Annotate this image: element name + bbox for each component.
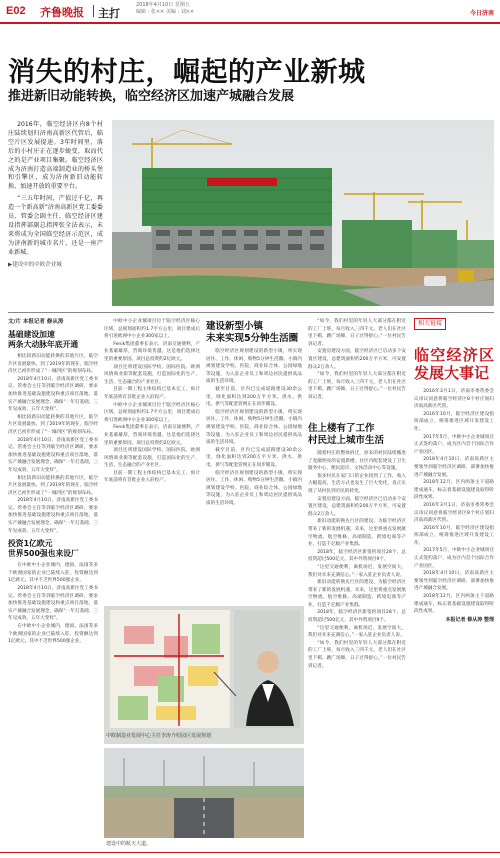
map-figure (104, 606, 304, 744)
paragraph: 2018年4月10日，济南高新区党工委书记、管委会主任等到临空经济区调研，要求加快推进基础设施建设和重点项目落地，落实产城融合发展理念，确保“一年打基础、三年见成效、五年大变样”。 (8, 586, 98, 622)
paragraph: 项目还将建设国际学校、国际医院、欧洲风情商业街等配套设施，打造国际化的生产、生活、生态融合的产业社区。 (104, 448, 200, 469)
road-figure (104, 748, 304, 852)
section-heading: 建设新型小镇 未来实现5分钟生活圈 (206, 321, 299, 344)
related-link-label: 相关链接 (414, 318, 446, 330)
paragraph: 2018年，临空经济区新签约项目28个，总投资超过500亿元，其中外资项目9个。 (308, 610, 406, 624)
footer-rule (0, 852, 500, 853)
paragraph: 临空经济区规划建设的新型小镇，将实现居住、工作、休闲、购物5分钟生活圈。小镇内规划建设学校、医院、商业综合体、公园绿地等设施，为入驻企业员工和周边居民提供高品质的生活环境。 (206, 470, 302, 506)
paragraph: 临空经济区规划建设的新型小镇，将实现居住、工作、休闲、购物5分钟生活圈。小镇内规划建设学校、医院、商业综合体、公园绿地等设施，为入驻企业员工和周边居民提供高品质的生活环境。 (206, 409, 302, 446)
byline: 本报记者 修从涛 整理 (445, 616, 494, 623)
article-column-4-top (308, 318, 406, 418)
article-column-1 (8, 318, 98, 848)
paragraph: 中欧中小企业城项目位于临空经济区核心区域，总规划面积约1.7平方公里，项目建成后将引进欧洲中小企业300家以上。 (104, 402, 200, 423)
paragraph: 2016年10月，临空经济区建设指挥部成立，统筹推进区域开发建设工作。 (414, 411, 494, 432)
paragraph: 安置房建设方面，临空经济区已启动多个安置区建设，总建筑面积约200万平方米，可安置群众2万余人。 (308, 496, 406, 517)
headline: 消失的村庄，崛起的产业新城 (8, 57, 366, 88)
paragraph: 2018年4月10日，济南高新区党工委书记、管委会主任等到临空经济区调研，要求加快推进基础设施建设和重点项目落地，落实产城融合发展理念，确保“一年打基础、三年见成效、五年大变样”。 (8, 376, 98, 413)
paragraph: 目前一期工程主体结构已基本完工，预计年底前将有首批企业入驻投产。 (104, 387, 200, 400)
paragraph: 2018年4月10日，济南高新区党工委书记、管委会主任等到临空经济区调研，要求加快推进基础设施建设和重点项目落地，落实产城融合发展理念，确保“一年打基础、三年见成效、五年大变样”。 (8, 437, 98, 473)
figure-caption: 建设中的航天大道。 (106, 841, 152, 847)
road-photo-image (104, 748, 304, 838)
paragraph: “这里交通便利，离机场近，发展空间大，我们对未来充满信心。”一家入驻企业负责人说。 (308, 564, 406, 578)
intro-text (8, 121, 103, 270)
paragraph: 相比较新旧动能转换的其他片区，临空片区发展最快。到了2019年的现在，临空经济区已初步形成了“一城四区”的规划布局。 (8, 354, 98, 375)
paragraph: 2016年3月1日，济南市委常委会议审议同意将临空经济区8个村庄划归济南高新区代管。 (414, 389, 494, 410)
paragraph: 2018年12月，区内两条主干道路建成通车，标志着基础设施建设取得阶段性成果。 (414, 480, 494, 501)
article-column-4 (308, 420, 406, 852)
sidebar-chronology (414, 318, 494, 852)
paragraph: 在中欧中小企业城内，德国、法国等多个欧洲国家的企业已陆续入驻，投资额达到1亿欧元，其中不乏世界500强企业。 (8, 563, 98, 584)
paragraph: “如今，我们村里的年轻人大部分都在附近的工厂上班，每月收入三四千元，老人们在社区里下棋、跳广场舞，日子过得舒心。”一位村民告诉记者。 (308, 319, 406, 347)
article-column-2 (104, 318, 200, 604)
paragraph: 2018年4月10日，济南高新区主要领导到临空经济区调研，部署加快推进产城融合发展。 (414, 457, 494, 478)
paragraph: 新旧动能转换先行区的建设，为临空经济区带来了新的发展机遇。未来，这里将重点发展航空物流、航空维修、高端制造、跨境电商等产业，打造千亿级产业集群。 (308, 580, 406, 608)
paragraph: 在中欧中小企业城内，德国、法国等多个欧洲国家的企业已陆续入驻，投资额达到1亿欧元，其中不乏世界500强企业。 (8, 624, 98, 645)
paragraph: “如今，我们村里的年轻人大部分都在附近的工厂上班，每月收入三四千元，老人们在社区里下棋、跳广场舞，日子过得舒心。”一位村民告诉记者。 (308, 372, 406, 400)
section-heading: 基础建设加速 两条大动脉年底开通 (8, 330, 79, 349)
paragraph: 2018年，临空经济区新签约项目28个，总投资超过500亿元，其中外资项目9个。 (308, 549, 406, 563)
date-line: 2018年4月10日 星期五 编辑 : 张×× 美编 : 刘×× (136, 2, 195, 15)
page-number: E02 (6, 5, 26, 17)
section-heading: 住上楼有了工作 村民过上城市生活 (308, 423, 385, 446)
paragraph: 项目还将建设国际学校、国际医院、欧洲风情商业街等配套设施，打造国际化的生产、生活、生态融合的产业社区。 (104, 364, 200, 385)
figure-caption: 中欧制造业发展中心主任李涛介绍园区发展规划 (106, 733, 212, 739)
paragraph: “这里交通便利，离机场近，发展空间大，我们对未来充满信心。”一家入驻企业负责人说。 (308, 625, 406, 639)
section-heading: 投资1亿欧元 世界500强也来设厂 (8, 539, 79, 559)
paragraph: 很多村民在家门口的企业找到了工作，收入大幅提高，生活方式也发生了巨大变化，真正实现了从村民到市民的转变。 (308, 473, 406, 494)
byline: 文/片 本报记者 修从涛 (8, 319, 64, 325)
planning-map-image (104, 606, 304, 744)
paragraph: 临空经济区规划建设的新型小镇，将实现居住、工作、休闲、购物5分钟生活圈。小镇内规划建设学校、医院、商业综合体、公园绿地等设施，为入驻企业员工和周边居民提供高品质的生活环境。 (206, 349, 302, 385)
paragraph: 2018年4月10日，济南高新区党工委书记、管委会主任等到临空经济区调研，要求加快推进基础设施建设和重点项目落地，落实产城融合发展理念，确保“一年打基础、三年见成效、五年大变样”。 (8, 498, 98, 534)
paragraph: 目前一期工程主体结构已基本完工，预计年底前将有首批企业入驻投产。 (104, 470, 200, 484)
intro-paragraph: “三五年时间，产值过千亿，再造一个新高新”济南高新区党工委委员、管委会副主任、临空经济区建设指挥部副总指挥张全法表示，未来将成为全国临空经济示范区，成为济南新的城市名片，还是一座产业新城。 (8, 195, 103, 256)
masthead (0, 0, 500, 24)
subheadline: 推进新旧动能转换，临空经济区加速产城融合发展 (8, 89, 295, 104)
paragraph: 中欧中小企业城项目位于临空经济区核心区域，总规划面积约1.7平方公里，项目建成后将引进欧洲中小企业300家以上。 (104, 319, 200, 340)
divider (8, 312, 494, 313)
paragraph: 截至目前，区内已完成道路建设30余公里，绿化面积达到200万平方米，供水、供电、供气等配套管网正在同步铺设。 (206, 447, 302, 468)
paragraph: 新旧动能转换先行区的建设，为临空经济区带来了新的发展机遇。未来，这里将重点发展航空物流、航空维修、高端制造、跨境电商等产业，打造千亿级产业集群。 (308, 519, 406, 548)
paragraph: 截至目前，区内已完成道路建设30余公里，绿化面积达到200万平方米，供水、供电、供气等配套管网正在同步铺设。 (206, 386, 302, 408)
paragraph: “如今，我们村里的年轻人大部分都在附近的工厂上班，每月收入三四千元，老人们在社区里下棋、跳广场舞，日子过得舒心。”一位村民告诉记者。 (308, 640, 406, 669)
main-photo (112, 120, 494, 306)
sidebar-title: 临空经济区发展大事记 (414, 346, 494, 382)
section-name: 主打 (98, 7, 120, 20)
photo-caption: ▶建设中的中欧企业城 (8, 261, 62, 268)
edition-tag: 今日济南 (469, 10, 494, 17)
paragraph: 2017年5月，中欧中小企业城项目正式签约落户，成为区内首个国际合作产业园区。 (414, 548, 494, 569)
paragraph: 2018年4月10日，济南高新区主要领导到临空经济区调研，部署加快推进产城融合发展。 (414, 571, 494, 592)
construction-site-image (112, 120, 494, 306)
paragraph: 2016年10月，临空经济区建设指挥部成立，统筹推进区域开发建设工作。 (414, 525, 494, 546)
newspaper-logo: 齐鲁晚报 (40, 6, 84, 19)
paragraph: 2016年3月1日，济南市委常委会议审议同意将临空经济区8个村庄划归济南高新区代管。 (414, 502, 494, 524)
paragraph: 安置房建设方面，临空经济区已启动多个安置区建设，总建筑面积约200万平方米，可安置群众2万余人。 (308, 349, 406, 370)
intro-paragraph: 2016年，临空经济区内8个村庄陆续划归济南高新区代管后，临空片区发展提速。3年时间里，落后的小村庄正在逐步蜕变，取而代之的是产业项目集聚。临空经济区成为济南打造高端制造业的桥头堡和引擎区，成为济南新旧动能转换、加速开放的重要平台。 (8, 121, 103, 191)
paragraph: 相比较新旧动能转换的其他片区，临空片区发展最快。到了2019年的现在，临空经济区已初步形成了“一城四区”的规划布局。 (8, 414, 98, 435)
paragraph: Fenik集团董事长表示，济南交通便利，产业基础雄厚，营商环境优越，这是他们选择这里的重要原因。项目总投资约2亿欧元。 (104, 341, 200, 362)
article-column-3 (206, 318, 302, 604)
divider (93, 5, 94, 17)
paragraph: 2018年12月，区内两条主干道路建成通车，标志着基础设施建设取得阶段性成果。 (414, 594, 494, 615)
paragraph: 2017年5月，中欧中小企业城项目正式签约落户，成为区内首个国际合作产业园区。 (414, 434, 494, 455)
paragraph: 相比较新旧动能转换的其他片区，临空片区发展最快。到了2019年的现在，临空经济区已初步形成了“一城四区”的规划布局。 (8, 475, 98, 496)
paragraph: Fenik集团董事长表示，济南交通便利，产业基础雄厚，营商环境优越，这是他们选择这里的重要原因。项目总投资约2亿欧元。 (104, 425, 200, 446)
paragraph: 随着村庄的整体拆迁，原来的村民陆续搬进了宽敞明亮的安置新楼。社区内配套建设了卫生服务中心、便民超市、文体活动中心等设施。 (308, 451, 406, 472)
